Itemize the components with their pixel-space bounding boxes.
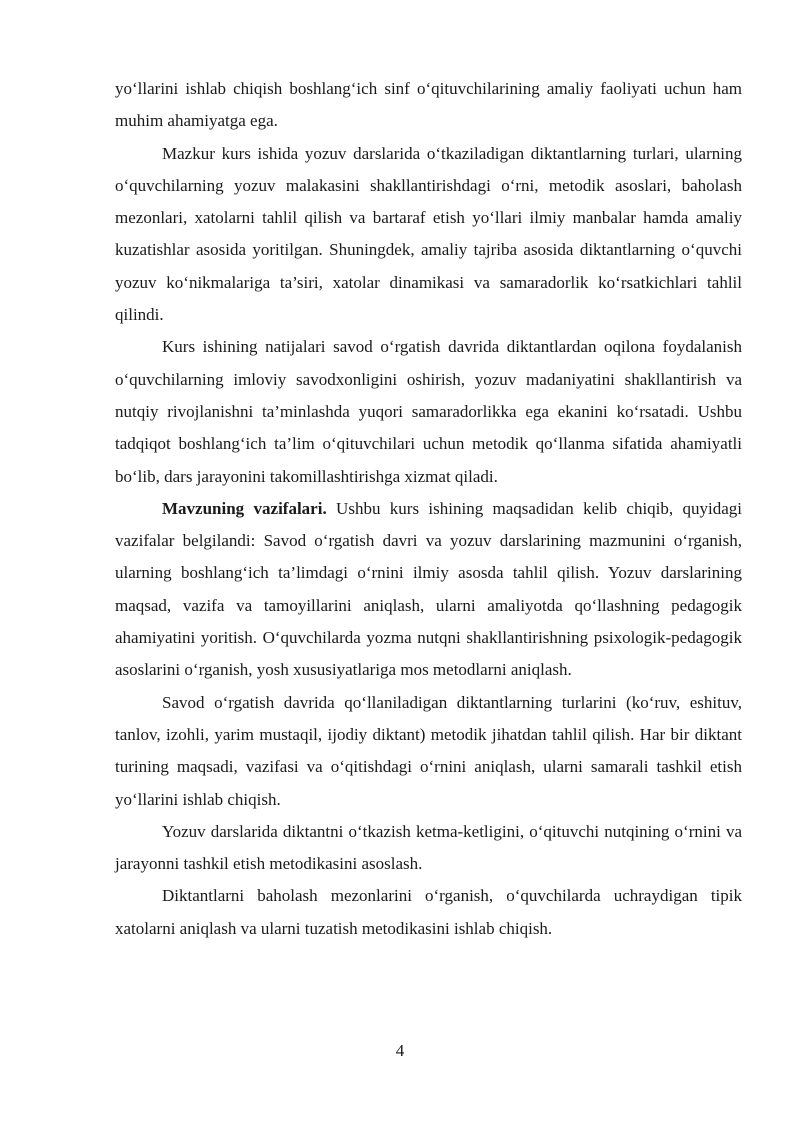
paragraph-continuation: yo‘llarini ishlab chiqish boshlang‘ich sinf o‘qituvchilarining amaliy faoliyati uchun ham muhim ahamiyatga ega. [115,79,742,131]
paragraph-dictation-sequence: Yozuv darslarida diktantni o‘tkazish ketma-ketligini, o‘qituvchi nutqining o‘rnini va jarayonni tashkil etish metodikasini asoslash. [115,821,742,874]
paragraph-tasks [115,493,742,687]
page-body [115,73,742,945]
paragraph-assessment: Diktantlarni baholash mezonlarini o‘rganish, o‘quvchilarda uchraydigan tipik xatolarni aniqlash va ularni tuzatish metodikasini ishlab chiqish. [115,886,742,938]
tasks-heading: Mavzuning vazifalari. [162,498,327,518]
paragraph-results: Kurs ishining natijalari savod o‘rgatish davrida diktantlardan oqilona foydalanish o‘quvchilarning imloviy savodxonligini oshirish, yozuv madaniyatini shakllantirish va nutqiy rivojlanishni ta’minlashda yuqori samaradorlikka ega ekanini ko‘rsatadi. Ushbu tadqiqot boshlang‘ich ta’lim o‘qituvchilari uchun metodik qo‘llanma sifatida ahamiyatli bo‘lib, dars jarayonini takomillashtirishga xizmat qiladi. [115,337,742,486]
paragraph-course-overview: Mazkur kurs ishida yozuv darslarida o‘tkaziladigan diktantlarning turlari, ularning o‘quvchilarning yozuv malakasini shakllantirishdagi o‘rni, metodik asoslari, baholash mezonlari, xatolarni tahlil qilish va bartaraf etish yo‘llari ilmiy manbalar hamda amaliy kuzatishlar asosida yoritilgan. Shuningdek, amaliy tajriba asosida diktantlarning o‘quvchi yozuv ko‘nikmalariga ta’siri, xatolar dinamikasi va samaradorlik ko‘rsatkichlari tahlil qilindi. [115,143,742,325]
page-number: 4 [395,1041,405,1060]
paragraph-dictation-types: Savod o‘rgatish davrida qo‘llaniladigan diktantlarning turlarini (ko‘ruv, eshituv, tanlov, izohli, yarim mustaqil, ijodiy diktant) metodik jihatdan tahlil qilish. Har bir diktant turining maqsadi, vazifasi va o‘qitishdagi o‘rnini aniqlash, ularni samarali tashkil etish yo‘llarini ishlab chiqish. [115,692,742,809]
tasks-text: Ushbu kurs ishining maqsadidan kelib chiqib, quyidagi vazifalar belgilandi: Savod o‘rgatish davri va yozuv darslarining mazmunini o‘rganish, ularning boshlang‘ich ta’limdagi o‘rnini ilmiy asosda tahlil qilish. Yozuv darslarining maqsad, vazifa va tamoyillarini aniqlash, ularni amaliyotda qo‘llashning pedagogik ahamiyatini yoritish. O‘quvchilarda yozma nutqni shakllantirishning psixologik-pedagogik asoslarini o‘rganish, yosh xususiyatlariga mos metodlarni aniqlash. [115,498,742,680]
